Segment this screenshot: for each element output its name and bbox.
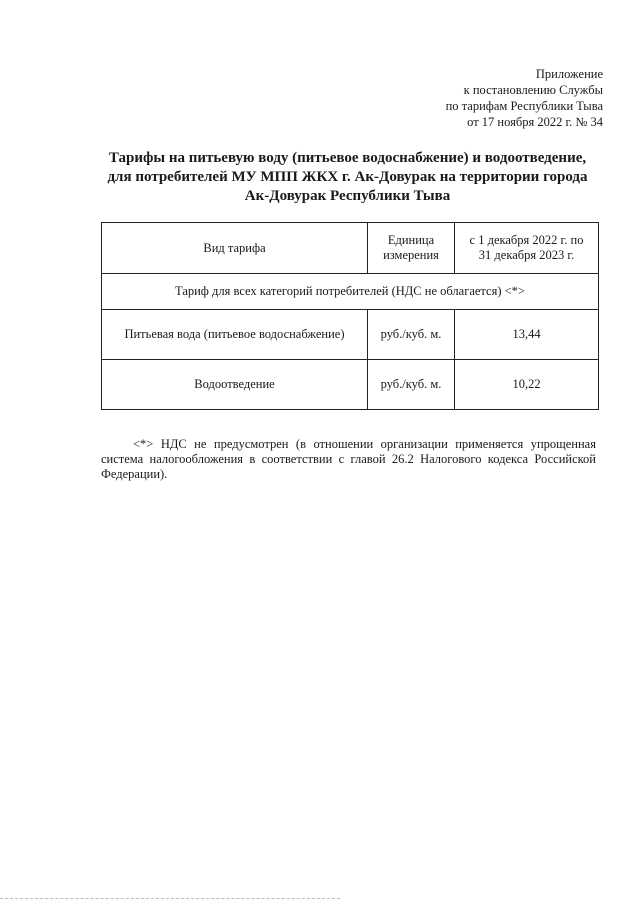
appendix-line: от 17 ноября 2022 г. № 34	[467, 115, 603, 129]
footnote-line: <*> НДС не предусмотрен (в отношении организации применяется упрощенная	[133, 437, 596, 451]
appendix-line: Приложение	[535, 67, 603, 81]
appendix-line: по тарифам Республики Тыва	[445, 99, 603, 113]
appendix-line: к постановлению Службы	[463, 83, 603, 97]
header-period	[455, 223, 599, 274]
footnote	[101, 437, 596, 482]
table-category-row	[102, 274, 599, 310]
title-line: для потребителей МУ МПП ЖКХ г. Ак-Довурак на территории города	[107, 169, 588, 185]
header-tariff-type: Вид тарифа	[102, 223, 368, 274]
document-title	[100, 149, 595, 206]
header-unit-line: измерения	[383, 248, 439, 262]
table-header-row	[102, 223, 599, 274]
table-row	[102, 310, 599, 360]
tariff-name-cell: Питьевая вода (питьевое водоснабжение)	[102, 310, 368, 360]
scan-edge-divider	[0, 898, 340, 899]
tariff-value-cell: 13,44	[455, 310, 599, 360]
header-period-line: 31 декабря 2023 г.	[478, 248, 575, 262]
footnote-line: Федерации).	[101, 467, 168, 481]
title-line: Ак-Довурак Республики Тыва	[244, 188, 451, 204]
header-unit	[368, 223, 455, 274]
header-period-line: с 1 декабря 2022 г. по	[469, 233, 584, 247]
table-row	[102, 360, 599, 410]
tariff-table	[101, 222, 599, 410]
tariff-name-cell: Водоотведение	[102, 360, 368, 410]
appendix-header	[446, 66, 603, 130]
header-unit-line: Единица	[387, 233, 435, 247]
tariff-value-cell: 10,22	[455, 360, 599, 410]
footnote-line: система налогообложения в соответствии с главой 26.2 Налогового кодекса Российской	[101, 452, 596, 466]
tariff-unit-cell: руб./куб. м.	[368, 310, 455, 360]
tariff-unit-cell: руб./куб. м.	[368, 360, 455, 410]
category-cell: Тариф для всех категорий потребителей (НДС не облагается) <*>	[102, 274, 599, 310]
title-line: Тарифы на питьевую воду (питьевое водоснабжение) и водоотведение,	[108, 150, 587, 166]
